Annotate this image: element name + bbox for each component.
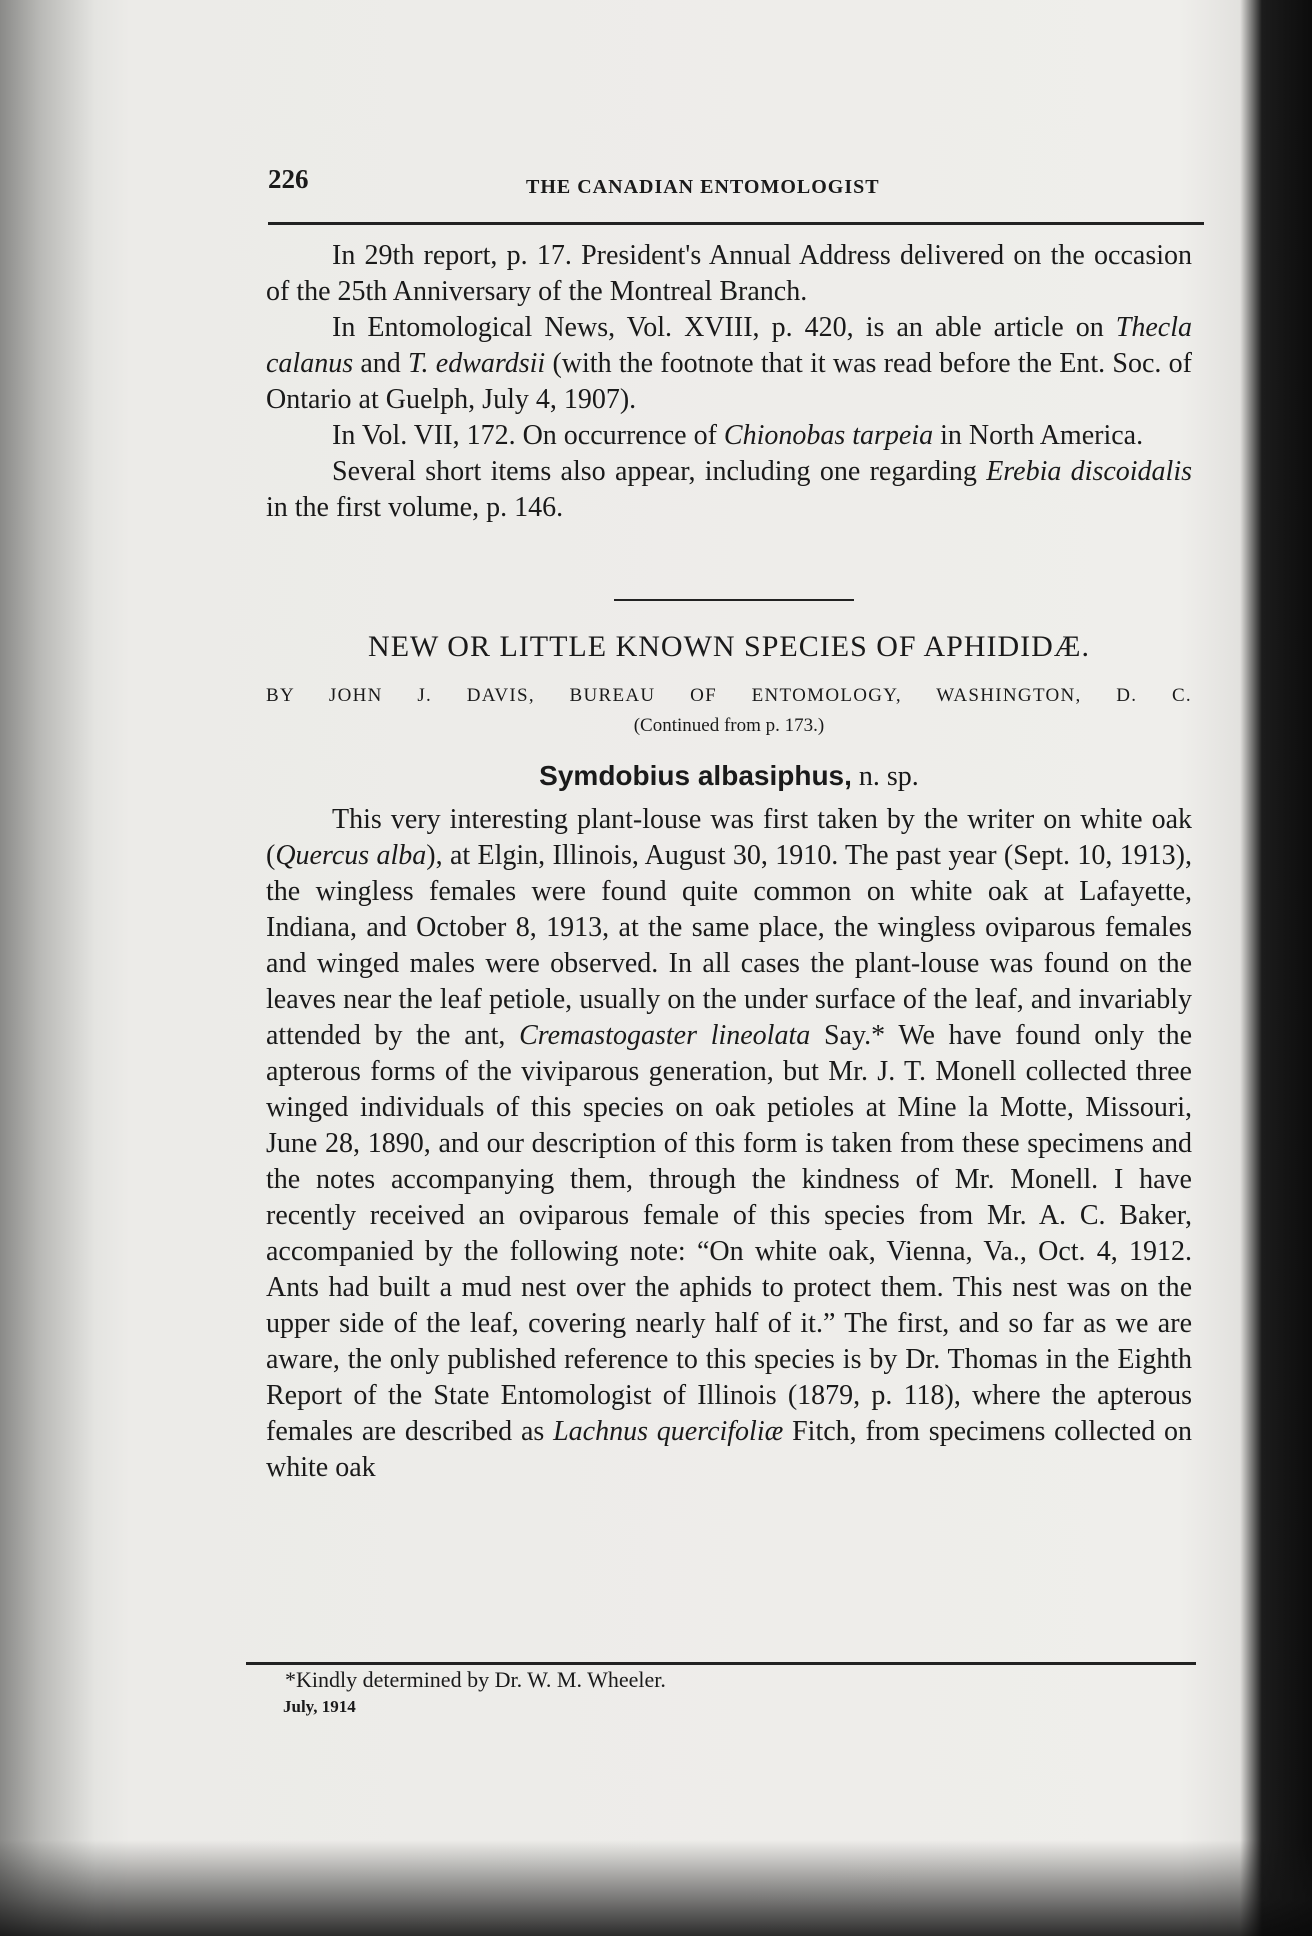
page-number: 226 xyxy=(268,164,309,194)
paragraph-text: Say.* We have found only the apterous forms of the viviparous generation, but Mr. J. T. Monell collected three winged individuals of this species on oak petioles at Mine la Motte, Missouri, June 28, 1890, and our description of this form is taken from these specimens and the notes accompanying them, through the kindness of Mr. Monell. I have recently received an oviparous female of this species from Mr. A. C. Baker, accompanied by the following note: “On white oak, Vienna, Va., Oct. 4, 1912. Ants had built a mud nest over the aphids to protect them. This nest was on the upper side of the leaf, covering nearly half of it.” The first, and so far as we are aware, the only published reference to this species is by Dr. Thomas in the Eighth Report of the State Entomologist of Illinois (1879, p. 118), where the apterous females are described as xyxy=(266,1020,1192,1447)
reference-paragraph xyxy=(266,418,1192,454)
species-italic: Cremastogaster lineolata xyxy=(519,1020,811,1051)
page-header xyxy=(268,164,1204,204)
article-body xyxy=(266,802,1192,1486)
article-byline: BY JOHN J. DAVIS, BUREAU OF ENTOMOLOGY, WASHINGTON, D. C. xyxy=(266,685,1192,706)
reference-text: In Vol. VII, 172. On occurrence of xyxy=(332,420,724,451)
footnote-rule xyxy=(246,1662,1196,1665)
header-rule xyxy=(268,222,1204,225)
reference-text: and xyxy=(353,348,409,379)
species-italic: Thecla calanus xyxy=(266,312,1192,379)
reference-text: In 29th report, p. 17. President's Annual Address delivered on the occasion of the 25th Anniversary of the Montreal Branch. xyxy=(266,240,1192,307)
section-divider xyxy=(614,599,854,601)
paragraph-text: ), at Elgin, Illinois, August 30, 1910. The past year (Sept. 10, 1913), the wingless females were found quite common on white oak at Lafayette, Indiana, and October 8, 1913, at the same place, the wingless oviparous females and winged males were observed. In all cases the plant-louse was found on the leaves near the leaf petiole, usually on the under surface of the leaf, and invariably attended by the ant, xyxy=(266,840,1192,1051)
reference-paragraph xyxy=(266,454,1192,526)
species-suffix: n. sp. xyxy=(851,761,919,792)
species-heading xyxy=(266,760,1192,793)
species-italic: Erebia discoidalis xyxy=(986,456,1193,487)
species-italic: T. edwardsii xyxy=(408,348,546,379)
paragraph-text: Fitch, from specimens collected on white oak xyxy=(266,1416,1192,1483)
reference-text: (with the footnote that it was read before the Ent. Soc. of Ontario at Guelph, July 4, 1907). xyxy=(266,348,1193,415)
species-name: Symdobius albasiphus, xyxy=(539,760,852,791)
reference-paragraph xyxy=(266,310,1192,418)
species-italic: Chionobas tarpeia xyxy=(723,420,934,451)
reference-paragraph xyxy=(266,238,1192,310)
continued-note: (Continued from p. 173.) xyxy=(633,715,825,736)
references-block xyxy=(266,238,1192,526)
running-title: THE CANADIAN ENTOMOLOGIST xyxy=(526,176,880,198)
article-paragraph xyxy=(266,802,1192,1486)
reference-text: in North America. xyxy=(933,420,1144,451)
reference-text: In Entomological News, Vol. XVIII, p. 420, is an able article on xyxy=(332,312,1116,343)
issue-date: July, 1914 xyxy=(283,1697,356,1716)
species-italic: Quercus alba xyxy=(275,840,427,871)
article-title: NEW OR LITTLE KNOWN SPECIES OF APHIDIDÆ. xyxy=(368,630,1090,663)
reference-text: Several short items also appear, including one regarding xyxy=(332,456,987,487)
paragraph-text: This very interesting plant-louse was first taken by the writer on white oak ( xyxy=(266,804,1192,871)
footnote: *Kindly determined by Dr. W. M. Wheeler. xyxy=(285,1667,666,1692)
reference-text: in the first volume, p. 146. xyxy=(266,492,564,523)
species-italic: Lachnus quercifoliæ xyxy=(553,1416,784,1447)
scan-bottom-shadow xyxy=(0,1840,1312,1936)
